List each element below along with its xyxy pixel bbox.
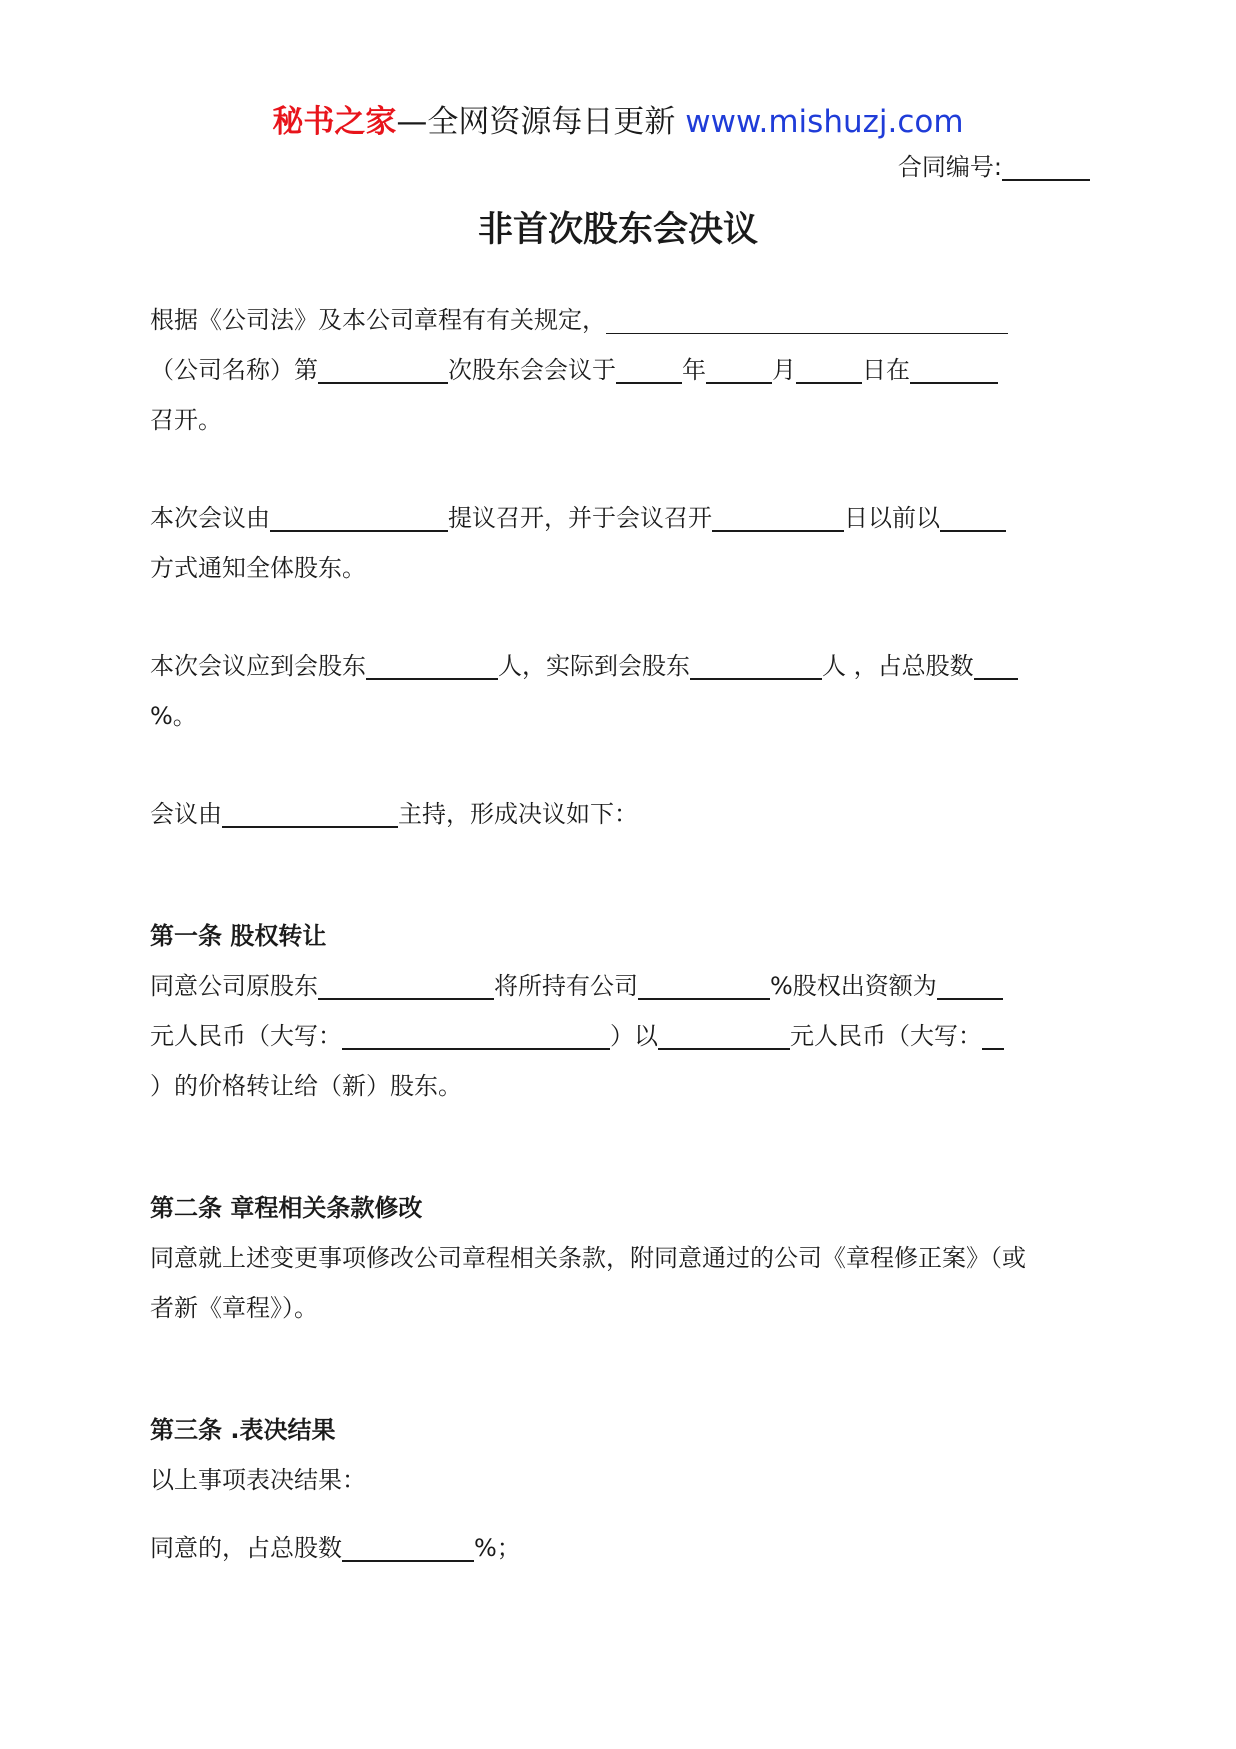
article-1-text bbox=[150, 961, 1090, 1111]
paragraph-chair bbox=[150, 789, 1090, 839]
text: 者新《章程》）。 bbox=[150, 1294, 318, 1322]
approve-percent-blank bbox=[342, 1534, 474, 1562]
meeting-number-blank bbox=[318, 356, 448, 384]
article-3-heading: 第三条 .表决结果 bbox=[150, 1416, 336, 1444]
original-shareholder-blank bbox=[318, 972, 494, 1000]
paragraph-meeting-info bbox=[150, 295, 1090, 445]
text: 以上事项表决结果： bbox=[150, 1466, 366, 1494]
text: ）的价格转让给（新）股东。 bbox=[150, 1072, 462, 1100]
text: （公司名称）第 bbox=[150, 356, 318, 384]
text: 召开。 bbox=[150, 406, 222, 434]
text: 主持，形成决议如下： bbox=[398, 800, 638, 828]
article-3-text bbox=[150, 1455, 1090, 1505]
day-blank bbox=[796, 356, 862, 384]
text: 日以前以 bbox=[844, 504, 940, 532]
price-blank bbox=[658, 1022, 790, 1050]
text: 日在 bbox=[862, 356, 910, 384]
convener-blank bbox=[270, 504, 448, 532]
month-blank bbox=[706, 356, 772, 384]
article-2-text bbox=[150, 1233, 1090, 1333]
contract-number-label: 合同编号: bbox=[897, 153, 1002, 181]
text: 提议召开，并于会议召开 bbox=[448, 504, 712, 532]
contract-number-blank bbox=[1002, 153, 1090, 181]
text: 元人民币（大写： bbox=[150, 1022, 342, 1050]
text: 方式通知全体股东。 bbox=[150, 554, 366, 582]
text: 根据《公司法》及本公司章程有有关规定， bbox=[150, 306, 606, 334]
text: 同意就上述变更事项修改公司章程相关条款，附同意通过的公司《章程修正案》（或 bbox=[150, 1244, 1026, 1272]
article-1-heading: 第一条 股权转让 bbox=[150, 922, 327, 950]
paragraph-convening bbox=[150, 493, 1090, 593]
brand-name: 秘书之家 bbox=[272, 104, 397, 140]
text: 本次会议应到会股东 bbox=[150, 652, 366, 680]
text: 年 bbox=[682, 356, 706, 384]
article-2-heading: 第二条 章程相关条款修改 bbox=[150, 1194, 423, 1222]
text: 同意的，占总股数 bbox=[150, 1534, 342, 1562]
text: 元人民币（大写： bbox=[790, 1022, 982, 1050]
text: 同意公司原股东 bbox=[150, 972, 318, 1000]
contract-number bbox=[898, 150, 1090, 184]
text: ）以 bbox=[610, 1022, 658, 1050]
text: 本次会议由 bbox=[150, 504, 270, 532]
text: 次股东会会议于 bbox=[448, 356, 616, 384]
text: 人 ，占总股数 bbox=[822, 652, 974, 680]
paragraph-attendance bbox=[150, 641, 1090, 741]
article-3-approve bbox=[150, 1523, 1090, 1573]
text: %； bbox=[474, 1534, 521, 1562]
year-blank bbox=[616, 356, 682, 384]
notice-method-blank bbox=[940, 504, 1006, 532]
site-header bbox=[0, 100, 1236, 144]
equity-percent-blank bbox=[638, 972, 770, 1000]
document-body bbox=[150, 295, 1090, 1573]
price-words-blank bbox=[982, 1022, 1004, 1050]
capital-amount-blank bbox=[937, 972, 1003, 1000]
expected-shareholders-blank bbox=[366, 652, 498, 680]
share-percent-blank bbox=[974, 652, 1018, 680]
document-title: 非首次股东会决议 bbox=[477, 210, 758, 250]
text: 人，实际到会股东 bbox=[498, 652, 690, 680]
text: 月 bbox=[772, 356, 796, 384]
actual-shareholders-blank bbox=[690, 652, 822, 680]
capital-amount-words-blank bbox=[342, 1022, 610, 1050]
site-url[interactable]: www.mishuzj.com bbox=[685, 104, 964, 140]
notice-days-blank bbox=[712, 504, 844, 532]
text: 将所持有公司 bbox=[494, 972, 638, 1000]
location-blank bbox=[910, 356, 998, 384]
chair-blank bbox=[222, 800, 398, 828]
text: %股权出资额为 bbox=[770, 972, 937, 1000]
text: %。 bbox=[150, 702, 197, 730]
header-slogan: —全网资源每日更新 bbox=[396, 104, 676, 140]
text: 会议由 bbox=[150, 800, 222, 828]
company-name-blank bbox=[606, 307, 1008, 334]
